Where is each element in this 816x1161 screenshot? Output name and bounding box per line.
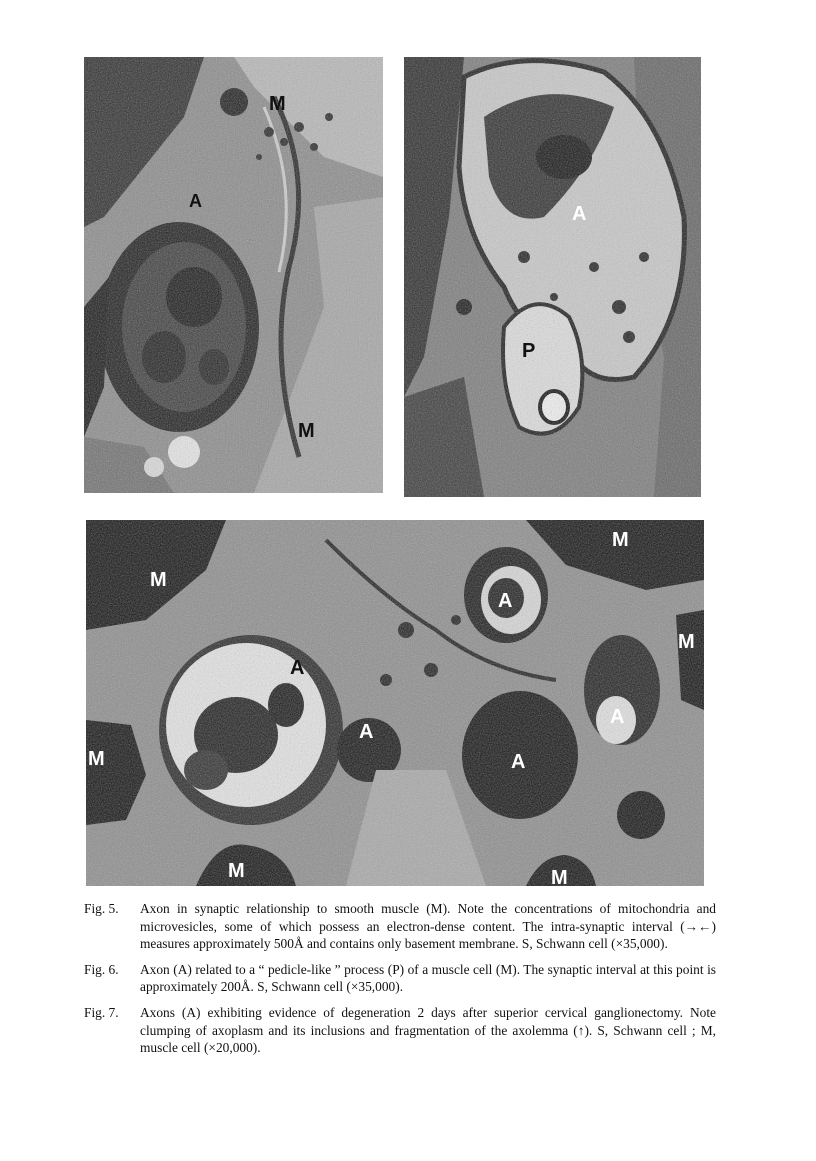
fig7-label-a-1: A — [498, 590, 513, 612]
figure-6-micrograph — [404, 57, 701, 497]
fig7-label-m-2: M — [612, 529, 629, 551]
caption-text: Axons (A) exhibiting evidence of degeneration 2 days after superior cervical ganglionectomy. Note clumping of axoplasm and its inclusions and fragmentation of the axolemma (↑). S, Schwann cell ; M, muscle cell (×20,000). — [140, 1004, 716, 1056]
fig6-label-a: A — [572, 203, 587, 225]
caption-fig-5 — [84, 900, 716, 953]
fig7-label-m-4: M — [88, 748, 105, 770]
fig7-label-a-2: A — [290, 657, 305, 679]
fig6-label-p: P — [522, 340, 536, 362]
caption-text: Axon (A) related to a “ pedicle-like ” process (P) of a muscle cell (M). The synaptic interval at this point is approximately 200Å. S, Schwann cell (×35,000). — [140, 961, 716, 995]
fig7-label-m-3: M — [678, 631, 695, 653]
fig5-label-m-bottom: M — [298, 420, 315, 442]
fig5-label-a: A — [189, 191, 202, 211]
fig7-label-m-6: M — [551, 867, 568, 886]
figure-7-image — [86, 520, 704, 886]
figure-captions — [84, 900, 716, 1065]
figure-5-micrograph — [84, 57, 383, 493]
fig7-label-m-5: M — [228, 860, 245, 882]
fig7-label-a-5: A — [511, 751, 526, 773]
figure-5-image — [84, 57, 383, 493]
caption-text: Axon in synaptic relationship to smooth muscle (M). Note the concentrations of mitochondria and microvesicles, some of which possess an electron-dense content. The intra-synaptic interval (→←) measures approximately 500Å and contains only basement membrane. S, Schwann cell (×35,000). — [140, 901, 716, 952]
caption-number: Fig. 6. — [84, 961, 119, 977]
fig7-label-a-4: A — [610, 706, 625, 728]
caption-fig-7 — [84, 1004, 716, 1057]
caption-number: Fig. 7. — [84, 1004, 119, 1020]
figure-7-micrograph — [86, 520, 704, 886]
fig7-label-m-1: M — [150, 569, 167, 591]
caption-fig-6 — [84, 961, 716, 996]
fig7-label-a-3: A — [359, 721, 374, 743]
caption-number: Fig. 5. — [84, 901, 119, 916]
fig5-label-m-top: M — [269, 93, 286, 115]
figure-6-image — [404, 57, 701, 497]
